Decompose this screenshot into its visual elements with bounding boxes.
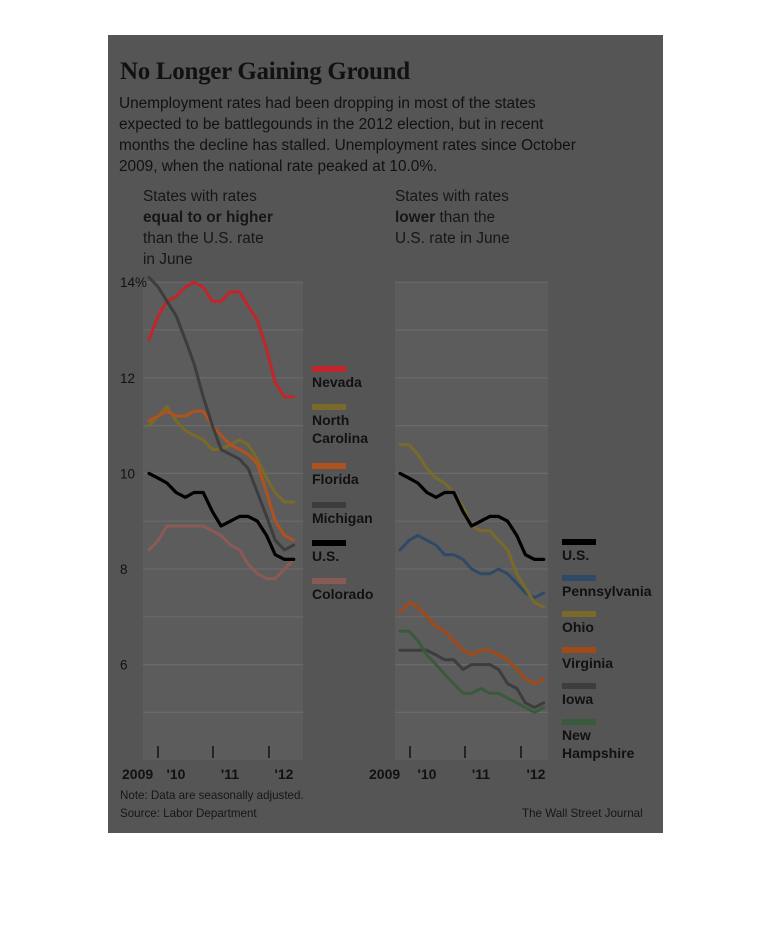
y-tick-label: 12	[120, 370, 136, 386]
chart-title: No Longer Gaining Ground	[120, 58, 410, 85]
y-tick-label: 10	[120, 466, 136, 482]
chart-note: Note: Data are seasonally adjusted.	[120, 789, 304, 802]
left-legend-label-nevada: Nevada	[312, 374, 362, 390]
right-legend-label-new-hampshire: New Hampshire	[562, 727, 635, 761]
right-x-tick-label: '10	[417, 766, 437, 782]
y-tick-label: 8	[120, 562, 128, 577]
left-legend-swatch-north-carolina	[312, 404, 346, 410]
left-x-tick-label: '10	[166, 766, 186, 782]
chart-intro: Unemployment rates had been dropping in most of the states expected to be battlegounds in the 2012 election, but in recent months the decline has stalled. Unemployment rates since October 2009, when the national rate peaked at 10.0%.	[119, 95, 576, 175]
right-x-tick-label: '11	[471, 766, 491, 782]
right-x-tick-label: '12	[526, 766, 546, 782]
right-heading-line3: U.S. rate in June	[395, 230, 510, 247]
chart-source: Source: Labor Department	[120, 807, 257, 820]
left-x-tick-label: '12	[274, 766, 294, 782]
right-legend-label-iowa: Iowa	[562, 691, 594, 707]
right-x-tick-label: 2009	[369, 766, 401, 782]
right-heading-line1: States with rates	[395, 188, 509, 205]
right-legend-swatch-virginia	[562, 647, 596, 653]
chart-credit: The Wall Street Journal	[522, 807, 643, 820]
left-legend-label-north-carolina: North Carolina	[312, 412, 369, 446]
right-legend-swatch-pennsylvania	[562, 575, 596, 581]
right-legend-swatch-new-hampshire	[562, 719, 596, 725]
left-legend-label-u-s: U.S.	[312, 548, 340, 564]
y-tick-label: 14%	[120, 275, 148, 291]
left-legend-swatch-nevada	[312, 366, 346, 372]
y-tick-label: 6	[120, 657, 128, 673]
right-legend-label-virginia: Virginia	[562, 655, 614, 671]
left-x-tick-label: 2009	[122, 766, 154, 782]
left-legend-swatch-colorado	[312, 578, 346, 584]
right-legend-swatch-ohio	[562, 611, 596, 617]
left-legend-label-colorado: Colorado	[312, 586, 374, 602]
left-x-tick-label: '11	[220, 766, 240, 782]
left-heading-line4: in June	[143, 251, 193, 268]
left-heading-bold: equal to or higher	[143, 209, 273, 226]
right-legend-swatch-u-s	[562, 539, 596, 545]
left-legend-swatch-u-s	[312, 540, 346, 546]
right-legend-label-u-s: U.S.	[562, 547, 590, 563]
right-heading-bold: lower	[395, 209, 436, 226]
left-heading-line1: States with rates	[143, 188, 257, 205]
left-heading-line3: than the U.S. rate	[143, 230, 264, 247]
left-legend-label-michigan: Michigan	[312, 510, 373, 526]
left-legend-swatch-michigan	[312, 502, 346, 508]
right-legend-label-ohio: Ohio	[562, 619, 594, 635]
left-legend-label-florida: Florida	[312, 471, 359, 487]
left-legend-swatch-florida	[312, 463, 346, 469]
right-legend-swatch-iowa	[562, 683, 596, 689]
right-heading-rest: than the	[435, 209, 496, 226]
right-legend-label-pennsylvania: Pennsylvania	[562, 583, 652, 599]
